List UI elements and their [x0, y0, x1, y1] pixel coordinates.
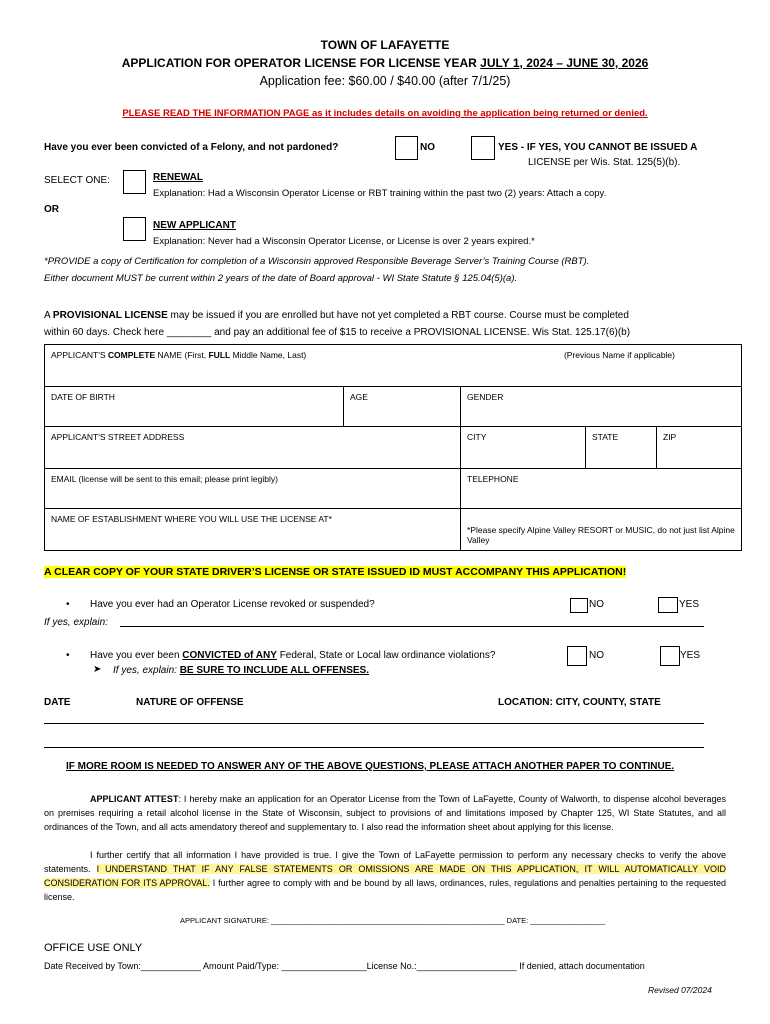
new-applicant-label: NEW APPLICANT [153, 220, 236, 231]
revoked-explain-line[interactable] [120, 626, 704, 627]
street-address-cell[interactable]: APPLICANT'S STREET ADDRESS [45, 427, 461, 469]
bullet: • [66, 650, 70, 661]
felony-no-checkbox[interactable] [395, 136, 418, 160]
office-use-title: OFFICE USE ONLY [44, 942, 143, 954]
convicted-question: Have you ever been CONVICTED of ANY Federal, State or Local law ordinance violations? [90, 650, 496, 661]
offense-date-header: DATE [44, 697, 71, 708]
offense-nature-header: NATURE OF OFFENSE [136, 697, 244, 708]
revoked-explain-label: If yes, explain: [44, 617, 108, 628]
bullet: • [66, 599, 70, 610]
convicted-no-label: NO [589, 650, 604, 661]
renewal-explanation: Explanation: Had a Wisconsin Operator License or RBT training within the past two (2) years: Attach a copy. [153, 188, 607, 199]
offense-line-1[interactable] [44, 723, 704, 724]
convicted-no-checkbox[interactable] [567, 646, 587, 666]
offense-location-header: LOCATION: CITY, COUNTY, STATE [498, 697, 661, 708]
arrow-icon: ➤ [93, 664, 102, 675]
signature-line[interactable]: APPLICANT SIGNATURE: ________________________________________________________ DATE: __________________ [180, 916, 606, 925]
attest-paragraph: APPLICANT ATTEST: I hereby make an application for an Operator License from the Town of LaFayette, County of Walworth, to dispense alcohol beverages on premises requiring a retail alcohol license in the State of Wisconsin, subject to provisions of and limitations imposed by Chapter 125, WI State Statutes, and all ordinances of the Town, and all acts amendatory thereof and supplementary to. I also read the information sheet about applying for this license. [44, 794, 726, 832]
office-use-line: Date Received by Town:____________ Amount Paid/Type: _________________License No.:____________________ If denied, attach documentation [44, 961, 645, 971]
town-title: TOWN OF LAFAYETTE [320, 38, 450, 52]
date-of-birth-cell[interactable]: DATE OF BIRTH [45, 387, 344, 427]
or-label: OR [44, 204, 59, 215]
application-fee: Application fee: $60.00 / $40.00 (after 7/1/25) [259, 74, 511, 88]
revised-date: Revised 07/2024 [648, 985, 712, 995]
certify-paragraph: I further certify that all information I have provided is true. I give the Town of LaFayette permission to perform any necessary checks to verify the above statements. I UNDERSTAND THAT IF ANY FALSE STATEMENTS OR OMISSIONS ARE MADE ON THIS APPLICATION, IT WILL AUTOMATICALLY VOID CONSIDERATION FOR ITS APPROVAL. I further agree to comply with and be bound by all laws, ordinances, rules, regulations and penalties pertaining to the requested license. [44, 850, 727, 902]
provisional-line-2: within 60 days. Check here ________ and pay an additional fee of $15 to receive a PROVISIONAL LICENSE. Wis Stat. 125.17(6)(b) [44, 327, 631, 338]
new-applicant-checkbox[interactable] [123, 217, 146, 241]
age-cell[interactable]: AGE [344, 387, 461, 427]
offense-line-2[interactable] [44, 747, 704, 748]
city-cell[interactable]: CITY [461, 427, 586, 469]
new-applicant-explanation: Explanation: Never had a Wisconsin Operator License, or License is over 2 years expired.* [153, 236, 535, 247]
felony-yes-label-2: LICENSE per Wis. Stat. 125(5)(b). [528, 157, 681, 168]
provisional-line-1: A PROVISIONAL LICENSE may be issued if you are enrolled but have not yet completed a RBT course. Course must be completed [44, 310, 629, 321]
license-period: JULY 1, 2024 – JUNE 30, 2026 [480, 56, 649, 70]
establishment-note-cell: *Please specify Alpine Valley RESORT or MUSIC, do not just list Alpine Valley [461, 509, 742, 551]
more-room-notice: IF MORE ROOM IS NEEDED TO ANSWER ANY OF THE ABOVE QUESTIONS, PLEASE ATTACH ANOTHER PAPER TO CONTINUE. [66, 761, 675, 772]
gender-cell[interactable]: GENDER [461, 387, 742, 427]
convicted-yes-checkbox[interactable] [660, 646, 680, 666]
convicted-yes-label: YES [680, 650, 701, 661]
revoked-question: Have you ever had an Operator License revoked or suspended? [90, 599, 375, 610]
felony-question: Have you ever been convicted of a Felony, and not pardoned? [44, 142, 339, 153]
state-cell[interactable]: STATE [586, 427, 657, 469]
name-cell[interactable]: APPLICANT'S COMPLETE NAME (First, FULL Middle Name, Last) (Previous Name if applicable) [45, 345, 742, 387]
revoked-no-checkbox[interactable] [570, 598, 588, 613]
establishment-cell[interactable]: NAME OF ESTABLISHMENT WHERE YOU WILL USE THE LICENSE AT* [45, 509, 461, 551]
telephone-cell[interactable]: TELEPHONE [461, 469, 742, 509]
renewal-checkbox[interactable] [123, 170, 146, 194]
zip-cell[interactable]: ZIP [657, 427, 742, 469]
information-notice: PLEASE READ THE INFORMATION PAGE as it includes details on avoiding the application being returned or denied. [122, 108, 648, 119]
provide-note-1: *PROVIDE a copy of Certification for completion of a Wisconsin approved Responsible Beverage Server’s Training Course (RBT). [44, 256, 590, 267]
felony-yes-checkbox[interactable] [471, 136, 495, 160]
application-title [0, 56, 770, 70]
provide-note-2: Either document MUST be current within 2 years of the date of Board approval - WI State Statute § 125.04(5)(a). [44, 273, 518, 284]
title-prefix: APPLICATION FOR OPERATOR LICENSE FOR LICENSE YEAR [121, 56, 481, 70]
renewal-label: RENEWAL [153, 172, 203, 183]
felony-no-label: NO [420, 142, 435, 153]
convicted-explain: If yes, explain: BE SURE TO INCLUDE ALL OFFENSES. [113, 665, 369, 676]
revoked-yes-checkbox[interactable] [658, 597, 678, 613]
id-notice: A CLEAR COPY OF YOUR STATE DRIVER’S LICENSE OR STATE ISSUED ID MUST ACCOMPANY THIS APPLICATION! [44, 566, 627, 578]
revoked-no-label: NO [589, 599, 604, 610]
felony-yes-label: YES - IF YES, YOU CANNOT BE ISSUED A [498, 142, 698, 153]
revoked-yes-label: YES [679, 599, 700, 610]
applicant-info-table [44, 344, 742, 551]
select-one-label: SELECT ONE: [44, 175, 110, 186]
previous-name-label: (Previous Name if applicable) [563, 350, 675, 360]
email-cell[interactable]: EMAIL (license will be sent to this email; please print legibly) [45, 469, 461, 509]
